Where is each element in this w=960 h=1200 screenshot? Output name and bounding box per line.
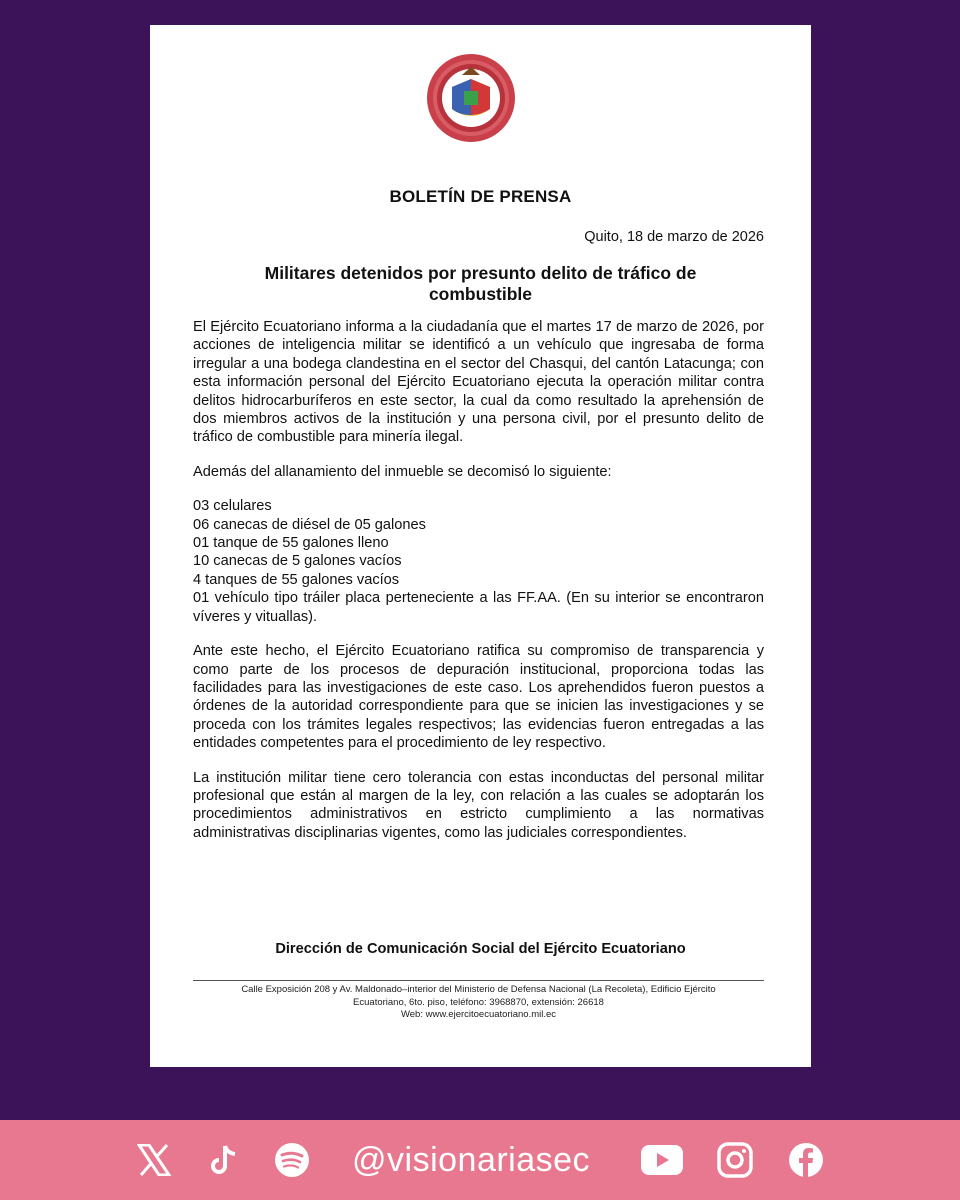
seized-item: 4 tanques de 55 galones vacíos: [193, 571, 400, 588]
seized-item: 06 canecas de diésel de 05 galones: [193, 516, 426, 533]
footer-line-2: Ecuatoriano, 6to. piso, teléfono: 3968870, extensión: 26618: [353, 996, 604, 1008]
headline: [220, 263, 741, 305]
bulletin-date: Quito, 18 de marzo de 2026: [584, 229, 764, 245]
paragraph-commitment: Ante este hecho, el Ejército Ecuatoriano ratifica su compromiso de transparencia y como parte de los procesos de depuración institucional, proporciona todas las facilidades para las investigaciones de este caso. Los aprehendidos fueron puestos a órdenes de la autoridad correspondiente para que se inicien las investigaciones y se proceda con los trámites legales respectivos; las evidencias fueron entregadas a las entidades competentes para el procedimiento de ley respectivo.: [193, 643, 764, 752]
seized-item: 01 vehículo tipo tráiler placa perteneciente a las FF.AA. (En su interior se encontraron víveres y vituallas).: [193, 590, 764, 625]
x-icon[interactable]: [134, 1120, 174, 1200]
paragraph-intro: El Ejército Ecuatoriano informa a la ciudadanía que el martes 17 de marzo de 2026, por acciones de inteligencia militar se identificó a un vehículo que ingresaba de forma irregular a una bodega clandestina en el sector del Chasqui, del cantón Latacunga; con esta información personal del Ejército Ecuatoriano ejecuta la operación militar contra delitos hidrocarburíferos en este sector, la cual da como resultado la aprehensión de dos miembros activos de la institución y una persona civil, por el presunto delito de tráfico de combustible para minería ilegal.: [193, 319, 764, 446]
seized-items-list: [193, 497, 764, 626]
footer-line-3: Web: www.ejercitoecuatoriano.mil.ec: [400, 1009, 557, 1020]
facebook-icon[interactable]: [785, 1120, 827, 1200]
bulletin-body: [193, 318, 764, 858]
footer-address: [193, 984, 764, 1022]
footer-line-1: Calle Exposición 208 y Av. Maldonado–interior del Ministerio de Defensa Nacional (La Recoleta), Edificio Ejército: [241, 984, 716, 995]
signature: Dirección de Comunicación Social del Ejército Ecuatoriano: [275, 941, 686, 957]
press-release-document: [150, 25, 811, 1067]
youtube-icon[interactable]: [638, 1120, 686, 1200]
seized-item: 01 tanque de 55 galones lleno: [193, 535, 389, 552]
paragraph-seizure-intro: Además del allanamiento del inmueble se decomisó lo siguiente:: [193, 463, 612, 480]
social-handle[interactable]: @visionariasec: [352, 1141, 591, 1179]
bulletin-title: BOLETÍN DE PRENSA: [389, 187, 572, 206]
tiktok-icon[interactable]: [204, 1120, 244, 1200]
social-bar: [0, 1120, 960, 1200]
paragraph-zero-tolerance: La institución militar tiene cero tolerancia con estas inconductas del personal militar profesional que están al margen de la ley, con relación a las cuales se adoptarán los procedimientos administrativos en estricto cumplimiento a las normativas administrativas disciplinarias vigentes, como las judiciales correspondientes.: [193, 769, 764, 841]
headline-line-1: Militares detenidos por presunto delito de tráfico de: [264, 263, 697, 283]
seized-item: 03 celulares: [193, 498, 272, 515]
headline-line-2: combustible: [428, 284, 533, 304]
spotify-icon[interactable]: [271, 1120, 313, 1200]
instagram-icon[interactable]: [714, 1120, 756, 1200]
footer-divider: [193, 980, 764, 981]
seized-item: 10 canecas de 5 galones vacíos: [193, 553, 402, 570]
army-seal-logo: [426, 53, 516, 143]
